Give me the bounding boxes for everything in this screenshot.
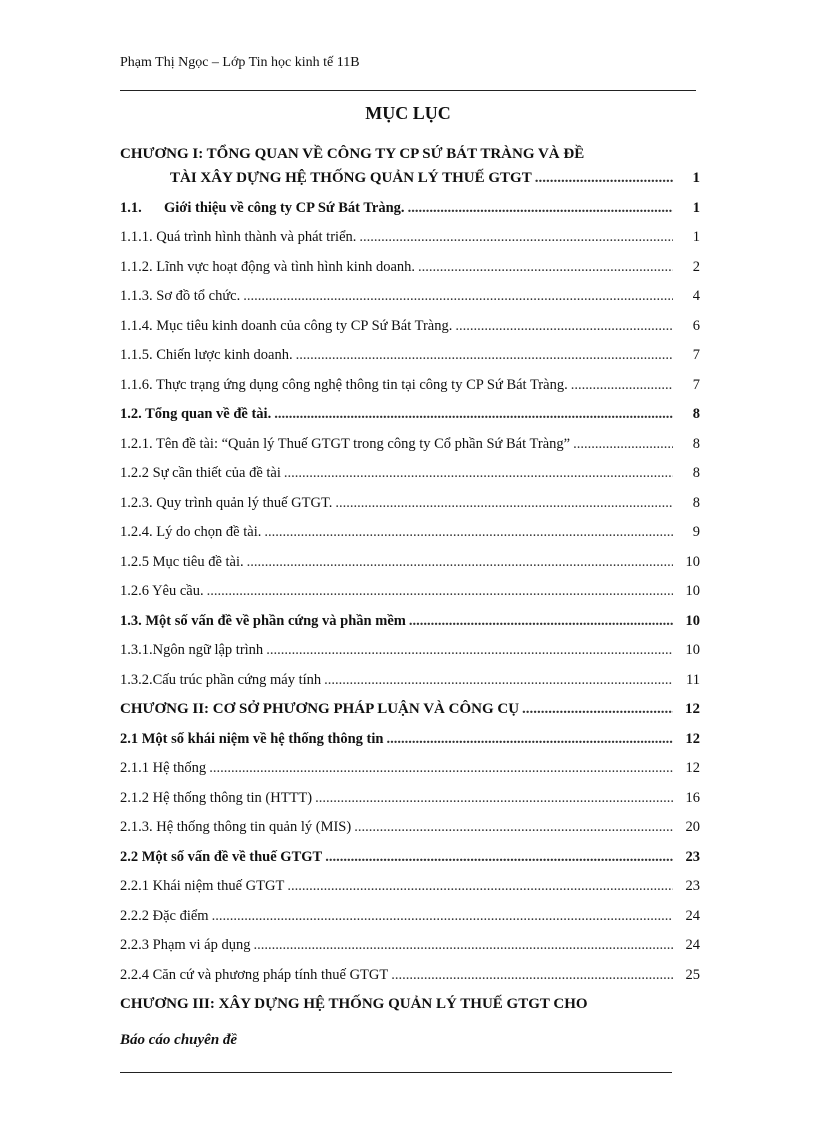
toc-page-number: 10 [685,553,700,570]
toc-page-number: 23 [685,878,700,894]
toc-leader [274,406,673,423]
toc-page-number: 12 [685,730,700,747]
toc-entry-label: 1.2.1. Tên đề tài: “Quản lý Thuế GTGT trong công ty Cổ phần Sứ Bát Tràng” [120,435,571,452]
toc-leader [386,731,673,748]
toc-page-number: 11 [686,671,700,688]
footer-divider [120,1072,672,1073]
toc-leader [409,613,673,630]
section-title: Giới thiệu về công ty CP Sứ Bát Tràng. [164,199,405,216]
toc-leader [296,347,673,364]
toc-leader [207,583,673,600]
toc-entry-label: 1.2.6 Yêu cầu. [120,583,204,599]
toc-entry-label: 1.1.3. Sơ đồ tổ chức. [120,288,241,304]
toc-entry-1-1-3[interactable] [120,288,700,318]
toc-entry-label: 2.2.4 Căn cứ và phương pháp tính thuế GTGT [120,966,389,983]
toc-leader [247,554,673,571]
toc-entry-label: CHƯƠNG II: CƠ SỞ PHƯƠNG PHÁP LUẬN VÀ CÔNG CỤ [120,701,520,717]
toc-entry-label: 2.1.2 Hệ thống thông tin (HTTT) [120,789,313,806]
toc-page-number: 23 [685,848,700,865]
toc-entry-label: 1.1.4. Mục tiêu kinh doanh của công ty CP Sứ Bát Tràng. [120,317,453,334]
toc-page-number: 12 [685,701,700,717]
toc-entry-label: 1.2.2 Sự cần thiết của đề tài [120,465,281,481]
toc-leader [571,377,673,394]
toc-leader [243,288,673,305]
toc-page-number: 1 [692,170,700,186]
toc-entry-1-3[interactable] [120,613,700,643]
toc-page-number: 25 [685,966,700,983]
toc-entry-1-3-2[interactable] [120,672,700,702]
toc-entry-1-1-5[interactable] [120,347,700,377]
toc-entry-label: 2.1 Một số khái niệm về hệ thống thông tin [120,730,384,747]
toc-entry-label: 1.1.5. Chiến lược kinh doanh. [120,347,293,363]
section-number: 1.1. [120,199,142,216]
toc-entry-label: 1.1.1. Quá trình hình thành và phát triển. [120,229,357,245]
toc-leader [264,524,673,541]
toc-leader [266,642,673,659]
toc-entry-label: 2.1.1 Hệ thống [120,760,207,776]
toc-chapter-1-line2: TÀI XÂY DỰNG HỆ THỐNG QUẢN LÝ THUẾ GTGT [170,170,532,186]
toc-entry-1-2-6[interactable] [120,583,700,613]
toc-entry-2-1-1[interactable] [120,760,700,790]
toc-entry-label: 1.2.3. Quy trình quản lý thuế GTGT. [120,494,333,511]
toc-entry-2-2-1[interactable] [120,878,700,908]
toc-entry-2-2-2[interactable] [120,908,700,938]
toc-entry-label: 2.2.1 Khái niệm thuế GTGT [120,878,285,894]
toc-entry-1-2-1[interactable] [120,436,700,466]
toc-entry-1-2-3[interactable] [120,495,700,525]
toc-entry-2-1[interactable] [120,731,700,761]
table-of-contents [120,146,700,1026]
toc-entry-label: 1.1.6. Thực trạng ứng dụng công nghệ thông tin tại công ty CP Sứ Bát Tràng. [120,376,568,393]
toc-entry-1-2[interactable] [120,406,700,436]
toc-page-number: 8 [692,435,700,452]
toc-entry-2-1-2[interactable] [120,790,700,820]
toc-leader [359,229,673,246]
toc-leader [287,878,673,895]
toc-chapter-1-line1: CHƯƠNG I: TỔNG QUAN VỀ CÔNG TY CP SỨ BÁT TRÀNG VÀ ĐỀ [120,146,585,162]
toc-page-number: 7 [692,347,700,363]
toc-entry-1-1-6[interactable] [120,377,700,407]
toc-page-number: 10 [685,583,700,599]
toc-leader [535,170,673,187]
toc-page-number: 8 [692,406,700,422]
toc-page-number: 1 [692,199,700,216]
toc-leader [325,849,673,866]
toc-entry-label: 2.2 Một số vấn đề về thuế GTGT [120,848,323,865]
toc-page-number: 7 [692,376,700,393]
toc-leader [315,790,673,807]
toc-entry-2-2-4[interactable] [120,967,700,997]
toc-leader [335,495,673,512]
toc-leader [254,937,674,954]
toc-entry-1-2-5[interactable] [120,554,700,584]
toc-leader [408,200,673,217]
toc-entry-1-2-4[interactable] [120,524,700,554]
toc-entry-label: 1.1.2. Lĩnh vực hoạt động và tình hình kinh doanh. [120,258,416,275]
toc-page-number: 1 [692,229,700,245]
toc-entry-2-1-3[interactable] [120,819,700,849]
toc-entry-1-2-2[interactable] [120,465,700,495]
toc-leader [212,908,673,925]
toc-entry-1-3-1[interactable] [120,642,700,672]
toc-entry-1-1[interactable] [120,200,700,230]
toc-page-number: 24 [685,937,700,953]
toc-entry-1-1-2[interactable] [120,259,700,289]
toc-page-number: 6 [692,317,700,334]
toc-entry-label: 2.2.3 Phạm vi áp dụng [120,937,251,953]
page-footer: Báo cáo chuyên đề [120,1032,238,1048]
toc-entry-label: 1.2. Tổng quan về đề tài. [120,406,272,422]
toc-leader [418,259,673,276]
toc-page-number: 2 [692,258,700,275]
toc-page-number: 10 [685,612,700,629]
toc-entry-label: 1.3. Một số vấn đề về phần cứng và phần mềm [120,612,406,629]
toc-page-number: 20 [685,819,700,835]
toc-page-number: 24 [685,907,700,924]
toc-chapter-3[interactable] [120,996,700,1026]
toc-entry-label: 1.3.2.Cấu trúc phần cứng máy tính [120,671,322,688]
toc-leader [391,967,673,984]
toc-entry-label: 2.2.2 Đặc điểm [120,907,209,924]
toc-leader [573,436,673,453]
toc-entry-label: 1.3.1.Ngôn ngữ lập trình [120,642,264,658]
toc-leader [209,760,673,777]
toc-entry-label: 2.1.3. Hệ thống thông tin quản lý (MIS) [120,819,352,835]
toc-leader [284,465,673,482]
toc-entry-label: 1.2.5 Mục tiêu đề tài. [120,553,244,570]
toc-entry-label [120,200,405,217]
header-divider [120,90,696,91]
toc-page-number: 9 [692,524,700,540]
toc-chapter-1[interactable] [120,170,700,200]
toc-page-number: 12 [685,760,700,776]
toc-page-number: 8 [692,494,700,511]
toc-chapter-3-line1: CHƯƠNG III: XÂY DỰNG HỆ THỐNG QUẢN LÝ THUẾ GTGT CHO [120,996,588,1012]
toc-entry-2-2[interactable] [120,849,700,879]
toc-chapter-2[interactable] [120,701,700,731]
toc-entry-1-1-4[interactable] [120,318,700,348]
toc-leader [354,819,673,836]
toc-title: MỤC LỤC [365,103,451,123]
toc-entry-1-1-1[interactable] [120,229,700,259]
toc-leader [455,318,673,335]
page-header: Phạm Thị Ngọc – Lớp Tin học kinh tế 11B [120,55,360,70]
toc-page-number: 4 [692,288,700,304]
toc-leader [324,672,673,689]
toc-entry-2-2-3[interactable] [120,937,700,967]
toc-page-number: 16 [685,789,700,806]
toc-page-number: 10 [685,642,700,658]
toc-leader [522,701,673,718]
toc-entry-label: 1.2.4. Lý do chọn đề tài. [120,524,262,540]
toc-page-number: 8 [692,465,700,481]
